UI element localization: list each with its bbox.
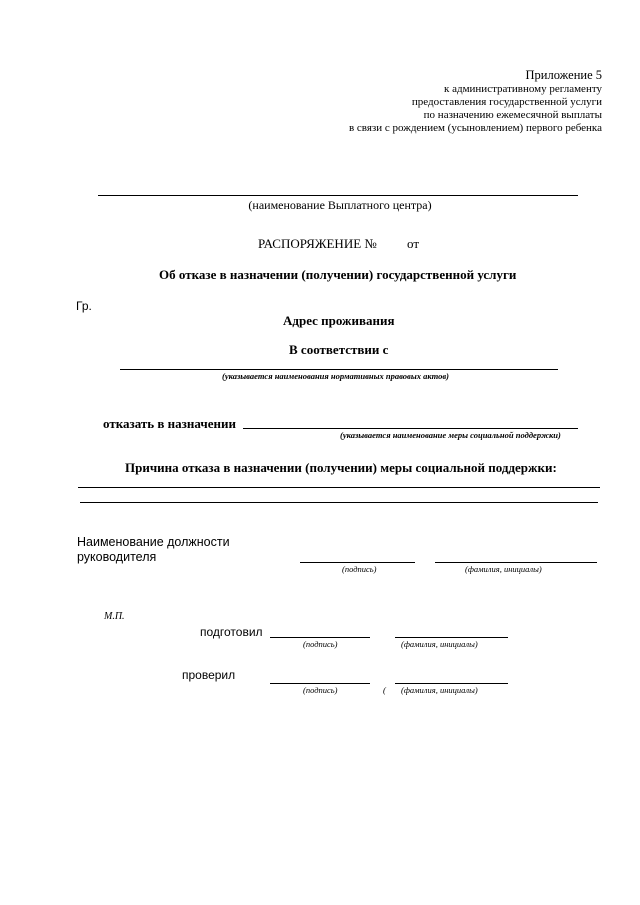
appendix-line: по назначению ежемесячной выплаты	[423, 109, 602, 121]
checked-label: проверил	[182, 668, 236, 682]
prepared-signature-caption: (подпись)	[303, 639, 338, 649]
reason-label: Причина отказа в назначении (получении) меры социальной поддержки:	[125, 460, 557, 475]
center-name-caption: (наименование Выплатного центра)	[248, 198, 432, 212]
prepared-label: подготовил	[200, 625, 263, 639]
stamp-label: М.П.	[104, 611, 125, 622]
acts-caption: (указывается наименования нормативных правовых актов)	[222, 371, 449, 381]
prepared-name-caption: (фамилия, инициалы)	[401, 639, 478, 649]
in-accordance-label: В соответствии с	[289, 342, 389, 357]
checked-paren: (	[383, 685, 386, 695]
measure-line	[243, 428, 578, 429]
order-date-label: от	[407, 236, 420, 251]
refuse-label: отказать в назначении	[103, 416, 236, 431]
appendix-title: Приложение 5	[525, 68, 602, 82]
subject-heading: Об отказе в назначении (получении) государственной услуги	[159, 267, 517, 282]
order-title: РАСПОРЯЖЕНИЕ №	[258, 236, 377, 251]
reason-line-2	[80, 502, 598, 503]
citizen-label: Гр.	[76, 299, 92, 313]
checked-name-line	[395, 683, 508, 684]
head-signature-line	[300, 562, 415, 563]
head-name-caption: (фамилия, инициалы)	[465, 564, 542, 574]
head-signature-caption: (подпись)	[342, 564, 377, 574]
appendix-line: в связи с рождением (усыновлением) первого ребенка	[348, 122, 602, 134]
center-name-line	[98, 195, 578, 196]
prepared-name-line	[395, 637, 508, 638]
head-name-line	[435, 562, 597, 563]
appendix-line: предоставления государственной услуги	[411, 96, 602, 108]
head-position-label: Наименование должности	[77, 535, 230, 549]
head-position-label-2: руководителя	[77, 550, 157, 564]
prepared-signature-line	[270, 637, 370, 638]
acts-line	[120, 369, 558, 370]
reason-line-1	[78, 487, 600, 488]
appendix-line: к административному регламенту	[444, 83, 602, 95]
checked-signature-line	[270, 683, 370, 684]
checked-signature-caption: (подпись)	[303, 685, 338, 695]
checked-name-caption: (фамилия, инициалы)	[401, 685, 478, 695]
measure-caption: (указывается наименование меры социальной поддержки)	[340, 430, 561, 440]
address-label: Адрес проживания	[283, 313, 395, 328]
